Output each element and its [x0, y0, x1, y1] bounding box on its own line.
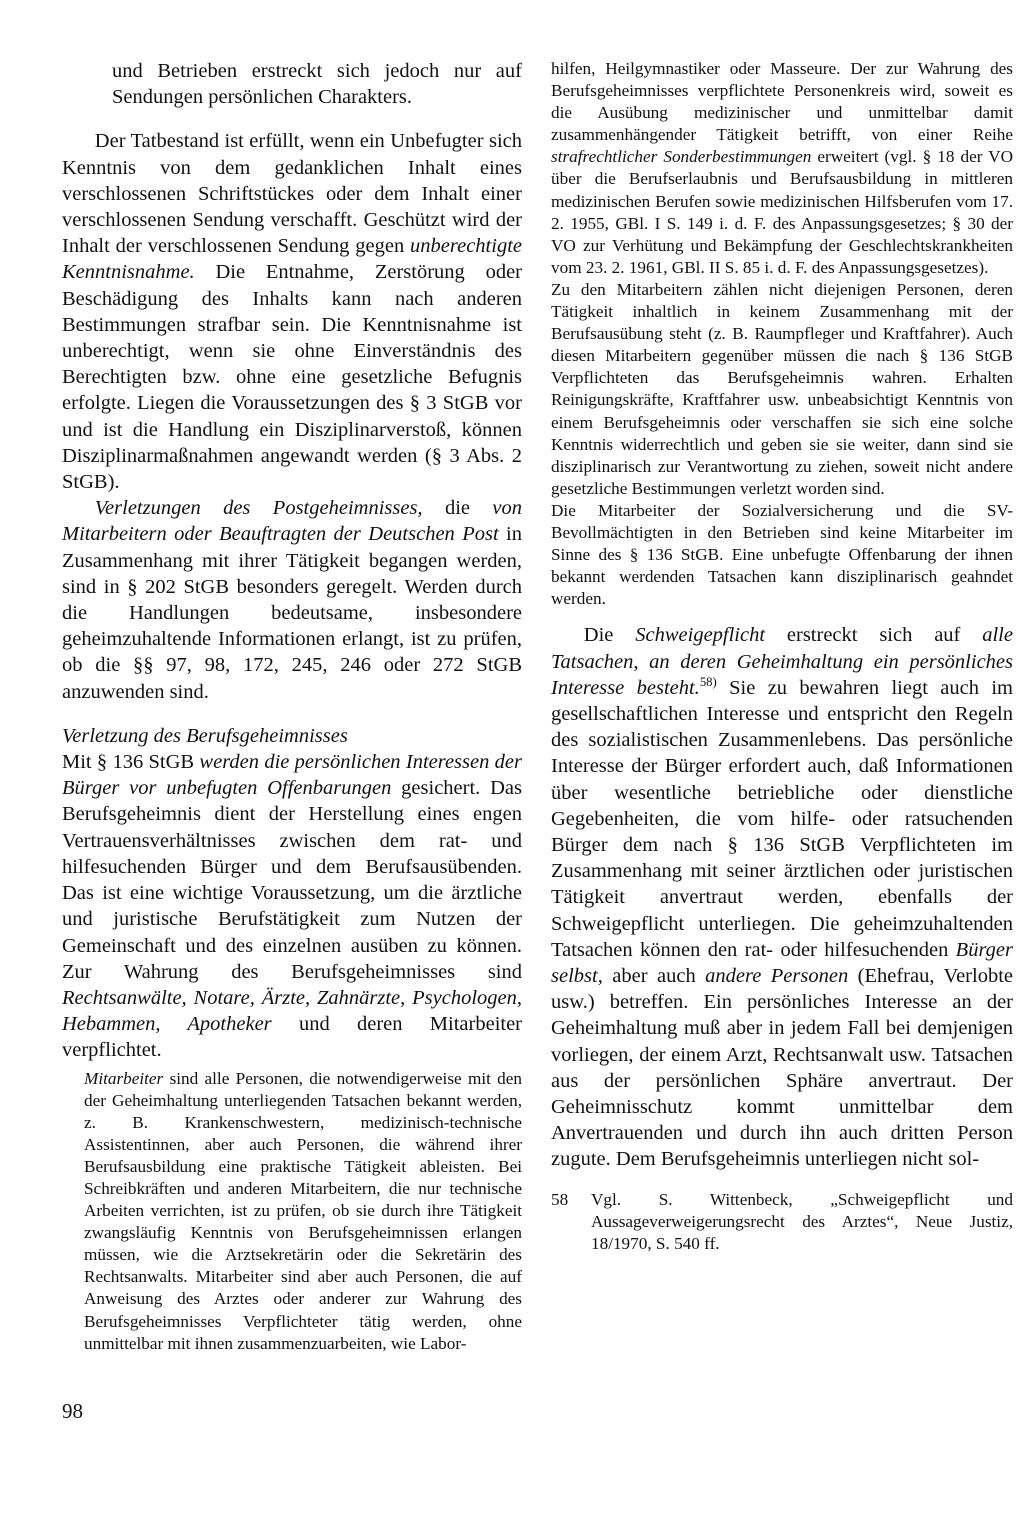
- paragraph-mitarbeiter: Mitarbeiter sind alle Personen, die notwendigerweise mit den der Geheimhaltung unterliegenden Tatsachen bekannt werden, z. B. Krankenschwestern, medizinisch-technische Assistentinnen, aber auch Personen, die während ihrer Berufsausbildung eine praktische Tätigkeit ableisten. Bei Schreibkräften und anderen Mitarbeitern, die nur technische Arbeiten verrichten, ist zu prüfen, ob sie durch ihre Tätigkeit zwangsläufig Kenntnis von Berufsgeheimnissen erlangen müssen, wie die Arztsekretärin oder die Sekretärin des Rechtsanwalts. Mitarbeiter sind aber auch Personen, die auf Anweisung des Arztes oder anderer zur Wahrung des Berufsgeheimnisses Verpflichteter tätig werden, ohne unmittelbar mit ihnen zusammenzuarbeiten, wie Labor-: [84, 1068, 522, 1353]
- paragraph-sonderbestimmungen: hilfen, Heilgymnastiker oder Masseure. Der zur Wahrung des Berufsgeheimnisses verpflichtete Personenkreis wird, soweit es die Ausübung medizinischer und unmittelbar damit zusammenhängender Tätigkeit betrifft, von einer Reihe strafrechtlicher Sonderbestimmungen erweitert (vgl. § 18 der VO über die Berufserlaubnis und Berufsausbildung in mittleren medizinischen Berufen sowie medizinischen Hilfsberufen vom 17. 2. 1955, GBl. I S. 149 i. d. F. des Anpassungsgesetzes; § 30 der VO zur Verhütung und Bekämpfung der Geschlechtskrankheiten vom 23. 2. 1961, GBl. II S. 85 i. d. F. des Anpassungsgesetzes).: [551, 59, 1014, 277]
- footnote-reference: 58): [699, 674, 717, 689]
- page-number: 98: [62, 1399, 83, 1423]
- paragraph-sendungen: und Betrieben erstreckt sich jedoch nur auf Sendungen persönlichen Charakters.: [112, 60, 522, 109]
- paragraph-mitarbeiter-ausnahmen: Zu den Mitarbeitern zählen nicht diejenigen Personen, deren Tätigkeit inhaltlich in keinem Zusammenhang mit der Berufsausübung steht (z. B. Raumpfleger und Kraftfahrer). Auch diesen Mitarbeitern gegenüber müssen die nach § 136 StGB Verpflichteten das Berufsgeheimnis wahren. Erhalten Reinigungskräfte, Kraftfahrer usw. unbeabsichtigt Kenntnis von einem Berufsgeheimnis oder verschaffen sie sich eine solche Kenntnis widerrechtlich und geben sie sie weiter, dann sind sie disziplinarisch zur Verantwortung zu ziehen, soweit nicht andere gesetzliche Bestimmungen verletzt worden sind.: [551, 279, 1013, 498]
- paragraph-berufsgeheimnis: Mit § 136 StGB werden die persönlichen Interessen der Bürger vor unbefugten Offenbarungen gesichert. Das Berufsgeheimnis dient der Herstellung eines engen Vertrauensverhältnisses zwischen dem rat- und hilfesuchenden Bürger und dem Berufsausübenden. Das ist eine wichtige Voraussetzung, um die ärztliche und juristische Berufstätigkeit zum Nutzen der Gemeinschaft und des einzelnen ausüben zu können. Zur Wahrung des Berufsgeheimnisses sind Rechtsanwälte, Notare, Ärzte, Zahnärzte, Psychologen, Hebammen, Apotheker und deren Mitarbeiter verpflichtet.: [62, 751, 523, 1062]
- paragraph-sozialversicherung: Die Mitarbeiter der Sozialversicherung und die SV-Bevollmächtigten in den Betrieben sind keine Mitarbeiter im Sinne des § 136 StGB. Eine unbefugte Offenbarung der ihnen bekannt werdenden Tatsachen kann disziplinarisch geahndet werden.: [551, 500, 1013, 609]
- footnote: [551, 1189, 1013, 1255]
- paragraph-postgeheimnis: Verletzungen des Postgeheimnisses, die von Mitarbeitern oder Beauftragten der Deutschen Post in Zusammenhang mit ihrer Tätigkeit begangen werden, sind in § 202 StGB besonders geregelt. Werden durch die Handlungen bedeutsame, insbesondere geheimzuhaltende Informationen erlangt, ist zu prüfen, ob die §§ 97, 98, 172, 245, 246 oder 272 StGB anzuwenden sind.: [62, 497, 523, 703]
- section-heading: Verletzung des Berufsgeheimnisses: [62, 724, 348, 747]
- paragraph-schweigepflicht: Die Schweigepflicht erstreckt sich auf alle Tatsachen, an deren Geheimhaltung ein persönliches Interesse besteht.$^{58)}$ Sie zu bewahren liegt auch im gesellschaftlichen Interesse und entspricht den Regeln des sozialistischen Zusammenlebens. Das persönliche Interesse der Bürger erfordert auch, daß Informationen über wesentliche betriebliche oder dienstliche Gegebenheiten, die vom hilfe- oder ratsuchenden Bürger dem nach § 136 StGB Verpflichteten im Zusammenhang mit seiner ärztlichen oder juristischen Tätigkeit anvertraut werden, ebenfalls der Schweigepflicht unterliegen. Die geheimzuhaltenden Tatsachen können den rat- oder hilfesuchenden Bürger selbst, aber auch andere Personen (Ehefrau, Verlobte usw.) betreffen. Ein persönliches Interesse an der Geheimhaltung muß aber in jedem Fall bei demjenigen vorliegen, der einem Arzt, Rechtsanwalt usw. Tatsachen aus der persönlichen Sphäre anvertraut. Der Geheimnisschutz kommt unmittelbar dem Anvertrauenden und durch ihn auch dritten Person zugute. Dem Berufsgeheimnis unterliegen nicht sol-: [551, 624, 1014, 1171]
- paragraph-tatbestand: Der Tatbestand ist erfüllt, wenn ein Unbefugter sich Kenntnis von dem gedanklichen Inhalt eines verschlossenen Schriftstückes oder dem Inhalt einer verschlossenen Sendung verschafft. Geschützt wird der Inhalt der verschlossenen Sendung gegen unberechtigte Kenntnisnahme. Die Entnahme, Zerstörung oder Beschädigung des Inhalts kann nach anderen Bestimmungen strafbar sein. Die Kenntnisnahme ist unberechtigt, wenn sie ohne Einverständnis des Berechtigten bzw. ohne eine gesetzliche Befugnis erfolgte. Liegen die Voraussetzungen des § 3 StGB vor und ist die Handlung ein Disziplinarverstoß, können Disziplinarmaßnahmen angewandt werden (§ 3 Abs. 2 StGB).: [62, 130, 522, 494]
- right-column: [551, 58, 1013, 1255]
- left-column: [62, 58, 522, 1355]
- footnote-number: 58: [551, 1189, 569, 1209]
- footnote-text: Vgl. S. Wittenbeck, „Schweigepflicht und Aussageverweigerungsrecht des Arztes“, Neue Justiz, 18/1970, S. 540 ff.: [591, 1189, 1013, 1253]
